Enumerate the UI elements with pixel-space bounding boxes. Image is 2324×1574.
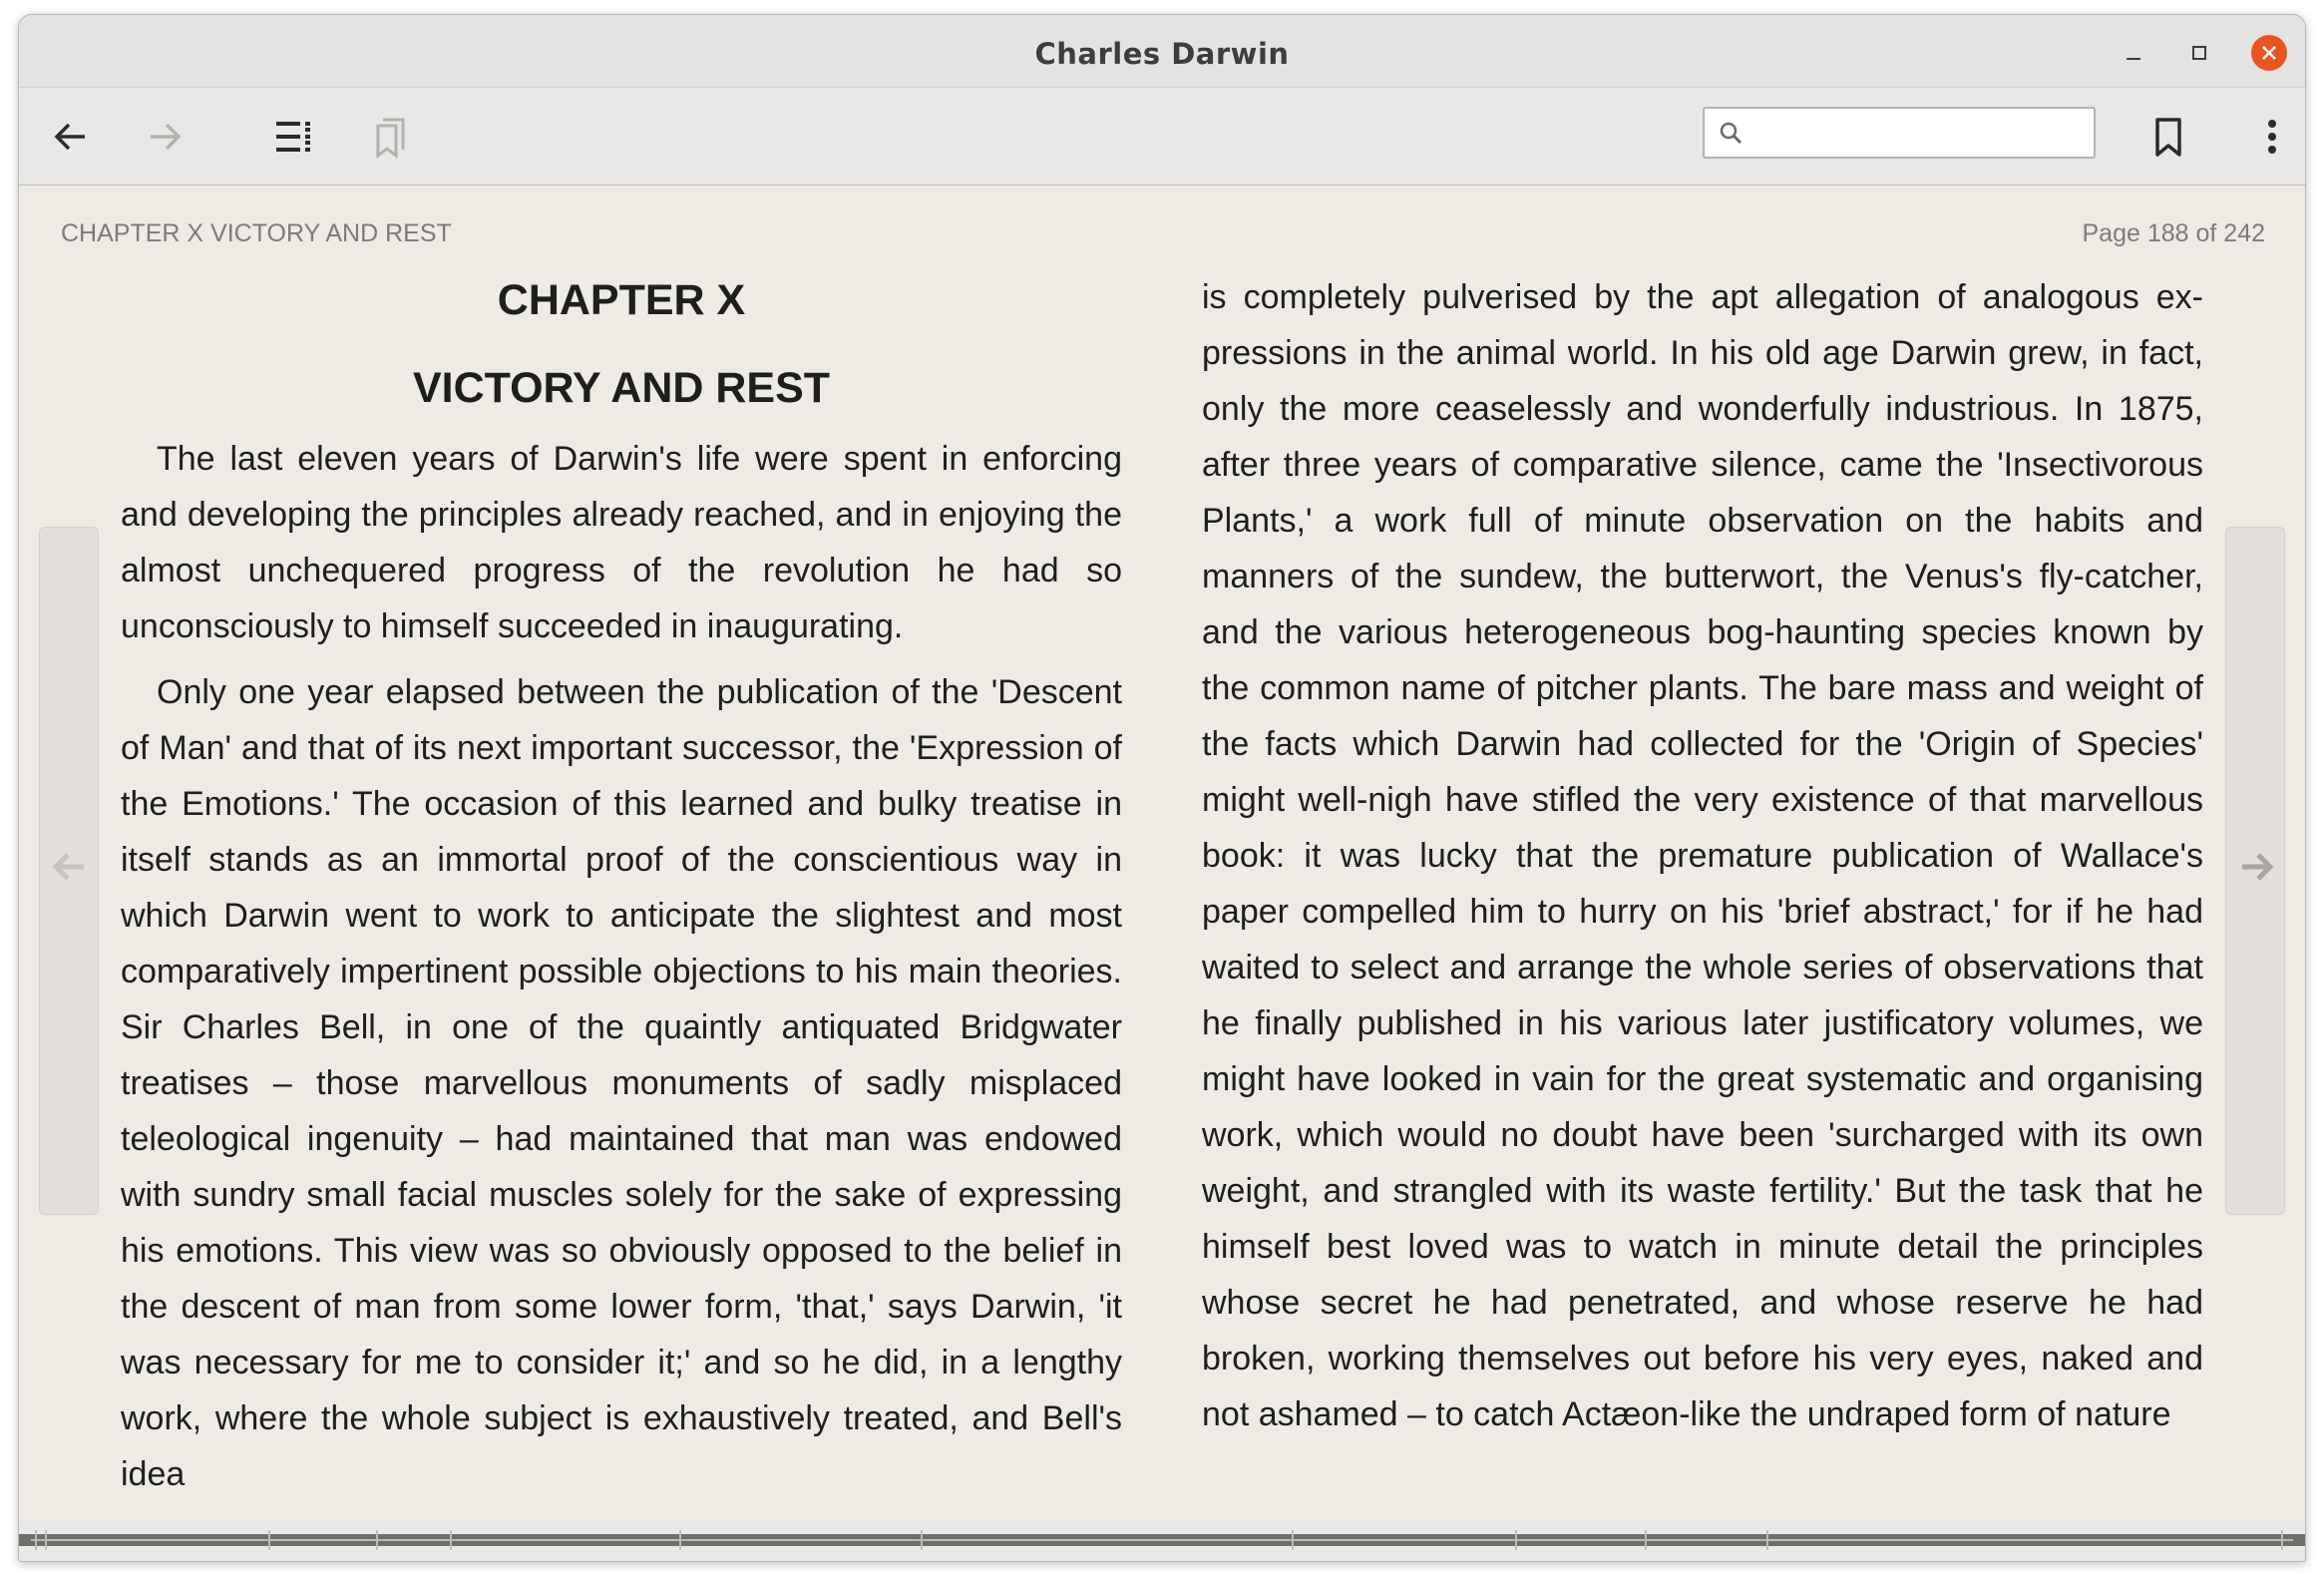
forward-button[interactable] (139, 110, 193, 164)
chapter-tick (268, 1530, 270, 1550)
minimize-icon (2116, 35, 2151, 71)
bookmark-icon (2141, 110, 2195, 164)
title-bar[interactable] (19, 15, 2305, 88)
add-bookmark-button[interactable] (2141, 110, 2195, 164)
chapter-title: VICTORY AND REST (412, 364, 831, 412)
arrow-right-icon (139, 110, 193, 164)
left-page (121, 267, 1122, 1502)
progress-line (31, 1539, 2293, 1541)
chapter-tick (1292, 1530, 1294, 1550)
chapter-tick (921, 1530, 923, 1550)
search-icon (1719, 121, 1744, 147)
close-button[interactable] (2251, 35, 2287, 71)
minimize-button[interactable] (2116, 35, 2151, 71)
app-window (18, 14, 2306, 1562)
close-icon (2251, 35, 2287, 71)
chapter-tick (1766, 1530, 1768, 1550)
page-indicator: Page 188 of 242 (2082, 219, 2265, 247)
maximize-button[interactable] (2181, 35, 2217, 71)
chapter-tick (376, 1530, 378, 1550)
chapter-number: CHAPTER X (497, 276, 746, 324)
toolbar (19, 88, 2305, 186)
table-of-contents-button[interactable] (268, 110, 322, 164)
chapter-header: CHAPTER X VICTORY AND REST (61, 219, 452, 247)
paragraph: Only one year elapsed between the publication of the 'Descent of Man' and that of its next important successor, the 'Expression of the Emotions.' The occasion of this learned and bulky treatise in itself stands as an immortal proof of the conscientious way in which Darwin went to work to anticipate the slightest and most comparatively impertinent possible objections to his main theories. Sir Charles Bell, in one of the quaintly antiquated Bridgwater treatises – those marvellous monuments of sadly misplaced teleological ingenuity – had maintained that man was endowed with sundry small facial muscles solely for the sake of expressing his emotions. This view was so obviously opposed to the belief in the descent of man from some lower form, 'that,' says Darwin, 'it was necessary for me to consider it;' and so he did, in a lengthy work, where the whole subject is exhaustively treated, and Bell's idea (121, 673, 1122, 1493)
chapter-tick (2281, 1530, 2283, 1550)
chapter-tick (35, 1530, 37, 1550)
reading-area[interactable] (19, 186, 2305, 1520)
search-input[interactable] (1754, 115, 2088, 153)
next-page-button[interactable] (2225, 527, 2285, 1215)
back-button[interactable] (43, 110, 97, 164)
arrow-left-icon (43, 110, 97, 164)
window-title: Charles Darwin (1034, 37, 1290, 71)
chapter-tick (450, 1530, 452, 1550)
arrow-left-icon (48, 845, 92, 889)
bookmarks-list-button[interactable] (364, 110, 418, 164)
menu-button[interactable] (2245, 110, 2299, 164)
maximize-icon (2181, 35, 2217, 71)
chapter-tick (45, 1530, 47, 1550)
right-page (1202, 269, 2203, 1442)
paragraph: is completely pulverised by the apt allegation of analogous expressions in the animal world. In his old age Darwin grew, in fact, only the more ceaselessly and wonderfully industrious. In 1875, after three years of comparative silence, came the 'Insectivorous Plants,' a work full of minute observation on the habits and manners of the sundew, the butterwort, the Venus's fly-catcher, and the various heterogeneous bog-haunting species known by the common name of pitcher plants. The bare mass and weight of the facts which Darwin had collected for the 'Origin of Species' might well-nigh have stifled the very existence of that marvellous book: it was lucky that the premature publication of Wallace's paper compelled him to hurry on his 'brief abstract,' for if he had waited to select and arrange the whole series of observations that he finally published in his various later justificatory volumes, we might have looked in vain for the great systematic and organising work, which would no doubt have been 'surcharged with its own weight, and strangled with its waste fertility.' But the task that he himself best loved was to watch in minute detail the principles whose secret he had penetrated, and whose reserve he had broken, working themselves out before his very eyes, naked and not ashamed – to catch Actæon-like the undraped form of nature (1202, 278, 2203, 1433)
bookmarks-icon (364, 110, 418, 164)
more-vertical-icon (2245, 110, 2299, 164)
chapter-tick (1515, 1530, 1517, 1550)
chapter-tick (1645, 1530, 1647, 1550)
search-box[interactable] (1703, 107, 2096, 159)
arrow-right-icon (2234, 845, 2278, 889)
reading-progress-bar[interactable] (19, 1520, 2305, 1561)
table-of-contents-icon (268, 110, 322, 164)
chapter-tick (679, 1530, 681, 1550)
previous-page-button[interactable] (39, 527, 99, 1215)
paragraph: The last eleven years of Darwin's life were spent in enforcing and developing the principles already reached, and in enjoying the almost unchequered progress of the revolution he had so unconsciously to himself succeeded in inaugurating. (121, 440, 1122, 645)
